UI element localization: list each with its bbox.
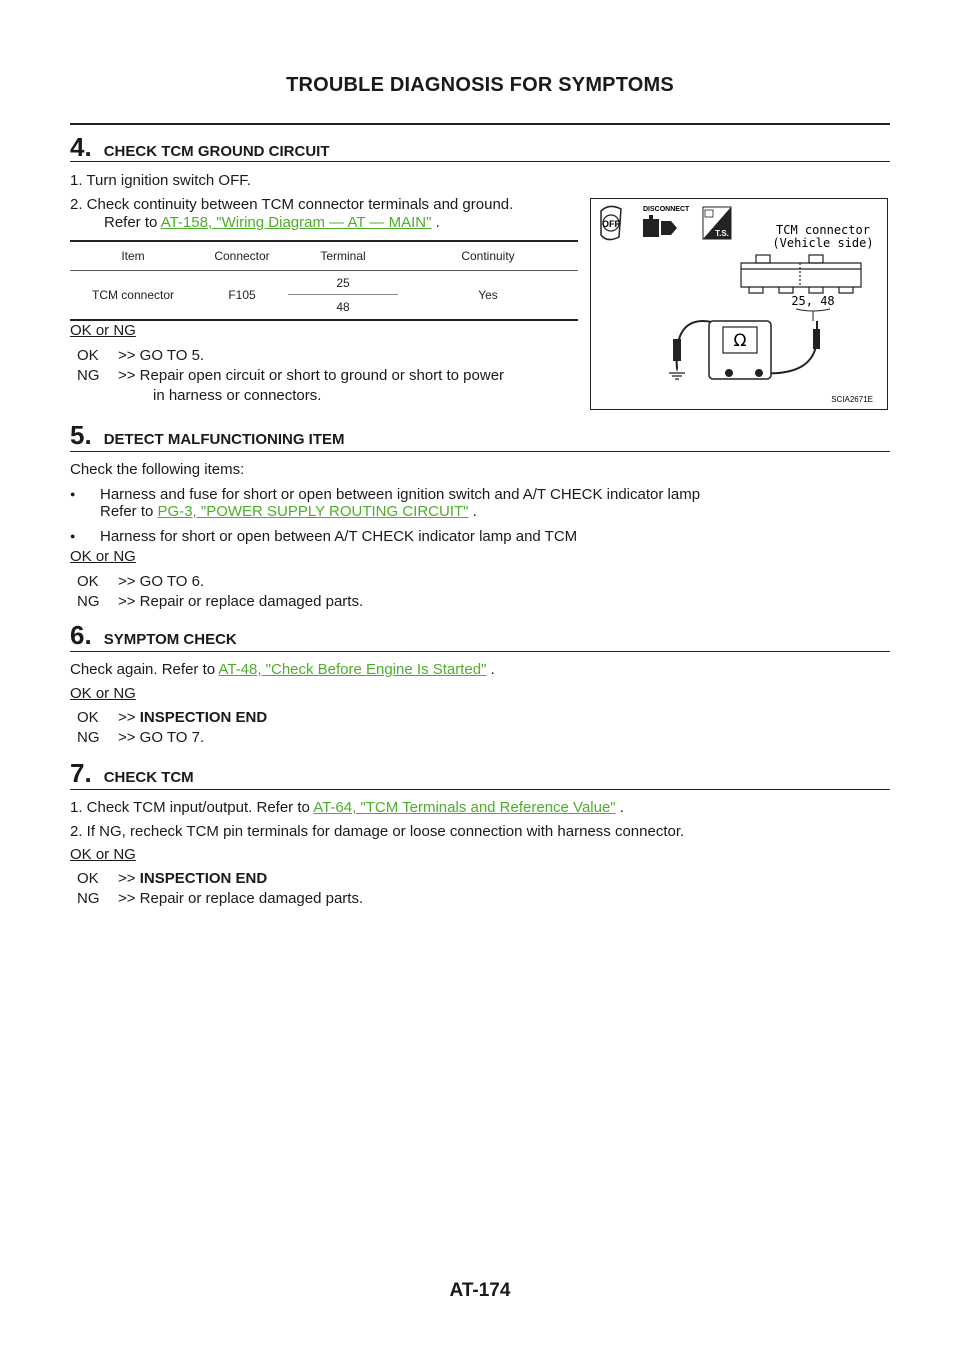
connector-sublabel: (Vehicle side)	[772, 236, 874, 250]
cell-terminal: 25	[288, 271, 398, 295]
title-rule	[70, 123, 890, 125]
step-suffix: .	[615, 799, 624, 816]
section-number: 6.	[70, 620, 92, 650]
ng-action: >> Repair or replace damaged parts.	[118, 890, 364, 907]
terminal-label: 25, 48	[791, 294, 835, 308]
meter-terminal	[755, 369, 763, 377]
step-prefix: 1. Check TCM input/output. Refer to	[70, 799, 314, 816]
result-block	[77, 346, 587, 406]
result-block	[77, 572, 363, 612]
wiring-diagram-link[interactable]: AT-158, "Wiring Diagram — AT — MAIN"	[160, 214, 432, 231]
connector-probe	[813, 329, 820, 349]
ok-or-ng-label: OK or NG	[70, 322, 136, 339]
step-2-refer	[104, 213, 440, 233]
ng-action: >> Repair open circuit or short to ground or short to power	[118, 367, 505, 384]
ground-symbol	[669, 361, 685, 379]
result-block	[77, 869, 363, 909]
section-5-heading	[70, 420, 890, 451]
tcm-connector-figure	[590, 198, 888, 410]
check-item	[70, 526, 577, 547]
power-supply-link[interactable]: PG-3, "POWER SUPPLY ROUTING CIRCUIT"	[157, 503, 469, 520]
svg-text:DISCONNECT: DISCONNECT	[643, 206, 690, 213]
bullet-icon: ●	[70, 531, 76, 541]
cell-item: TCM connector	[91, 287, 175, 302]
ignition-off-icon	[601, 206, 621, 239]
step-1	[70, 798, 624, 818]
check-before-engine-link[interactable]: AT-48, "Check Before Engine Is Started"	[218, 661, 487, 678]
ng-key: NG	[77, 890, 100, 907]
section-title: DETECT MALFUNCTIONING ITEM	[103, 431, 345, 448]
section-4-heading	[70, 132, 890, 163]
cell-continuity: Yes	[478, 287, 498, 302]
tcm-connector	[741, 255, 861, 293]
ok-key: OK	[77, 870, 99, 887]
check-item-refer	[100, 502, 477, 522]
ng-key: NG	[77, 367, 100, 384]
ok-action: INSPECTION END	[139, 709, 268, 726]
section-title: CHECK TCM	[103, 769, 194, 786]
ok-key: OK	[77, 709, 99, 726]
col-connector: Connector	[196, 242, 288, 271]
ok-key: OK	[77, 573, 99, 590]
section-title: SYMPTOM CHECK	[103, 631, 237, 648]
section-rule	[70, 161, 890, 162]
ok-action: >> GO TO 6.	[118, 573, 205, 590]
refer-prefix: Refer to	[100, 503, 158, 520]
continuity-table-wrap	[70, 240, 578, 321]
col-continuity: Continuity	[398, 242, 578, 271]
section-number: 4.	[70, 132, 92, 162]
section-rule	[70, 789, 890, 790]
symptom-check-text	[70, 660, 495, 680]
ground-probe	[673, 339, 681, 361]
cell-connector: F105	[228, 287, 256, 302]
ng-action-cont: in harness or connectors.	[153, 387, 322, 404]
step-2: 2. If NG, recheck TCM pin terminals for damage or loose connection with harness connector.	[70, 823, 685, 840]
refer-prefix: Check again. Refer to	[70, 661, 219, 678]
cell-terminal: 48	[336, 299, 350, 314]
ok-arrow: >>	[118, 709, 140, 726]
connector-test-diagram	[591, 199, 887, 409]
step-2: 2. Check continuity between TCM connector terminals and ground.	[70, 196, 514, 213]
svg-text:T.S.: T.S.	[715, 229, 729, 238]
section-number: 7.	[70, 758, 92, 788]
ok-key: OK	[77, 347, 99, 364]
ok-or-ng-label: OK or NG	[70, 548, 136, 565]
page-number: AT-174	[449, 1280, 511, 1301]
intro-text: Check the following items:	[70, 461, 245, 478]
ng-action: >> Repair or replace damaged parts.	[118, 593, 364, 610]
ok-action: >> GO TO 5.	[118, 347, 205, 364]
col-terminal: Terminal	[288, 242, 398, 271]
section-7-heading	[70, 758, 890, 789]
ok-or-ng-label: OK or NG	[70, 685, 136, 702]
bullet-icon: ●	[70, 489, 76, 499]
figure-code: SCIA2671E	[831, 395, 873, 404]
ok-arrow: >>	[118, 870, 140, 887]
svg-text:OFF: OFF	[602, 219, 620, 229]
check-item-text: Harness and fuse for short or open between ignition switch and A/T CHECK indicator lamp	[100, 486, 701, 503]
refer-prefix: Refer to	[104, 214, 161, 231]
section-title: CHECK TCM GROUND CIRCUIT	[103, 143, 330, 160]
ng-key: NG	[77, 593, 100, 610]
refer-suffix: .	[431, 214, 440, 231]
check-item-text: Harness for short or open between A/T CHECK indicator lamp and TCM	[100, 528, 578, 545]
tcm-terminals-link[interactable]: AT-64, "TCM Terminals and Reference Value"	[313, 799, 616, 816]
refer-suffix: .	[468, 503, 477, 520]
ohm-symbol: Ω	[733, 331, 747, 351]
result-block	[77, 708, 267, 748]
section-6-heading	[70, 620, 890, 651]
section-rule	[70, 451, 890, 452]
terminal-bracket	[796, 309, 830, 311]
section-rule	[70, 651, 890, 652]
connector-label: TCM connector	[776, 223, 870, 237]
ng-action: >> GO TO 7.	[118, 729, 205, 746]
col-item: Item	[70, 242, 196, 271]
ok-or-ng-label: OK or NG	[70, 846, 136, 863]
disconnect-icon	[643, 206, 690, 237]
refer-suffix: .	[486, 661, 495, 678]
test-service-icon	[703, 207, 731, 239]
ok-action: INSPECTION END	[139, 870, 268, 887]
continuity-table	[70, 242, 578, 319]
meter-terminal	[725, 369, 733, 377]
step-1: 1. Turn ignition switch OFF.	[70, 172, 251, 189]
ng-key: NG	[77, 729, 100, 746]
page-title: TROUBLE DIAGNOSIS FOR SYMPTOMS	[286, 74, 674, 96]
section-number: 5.	[70, 420, 92, 450]
